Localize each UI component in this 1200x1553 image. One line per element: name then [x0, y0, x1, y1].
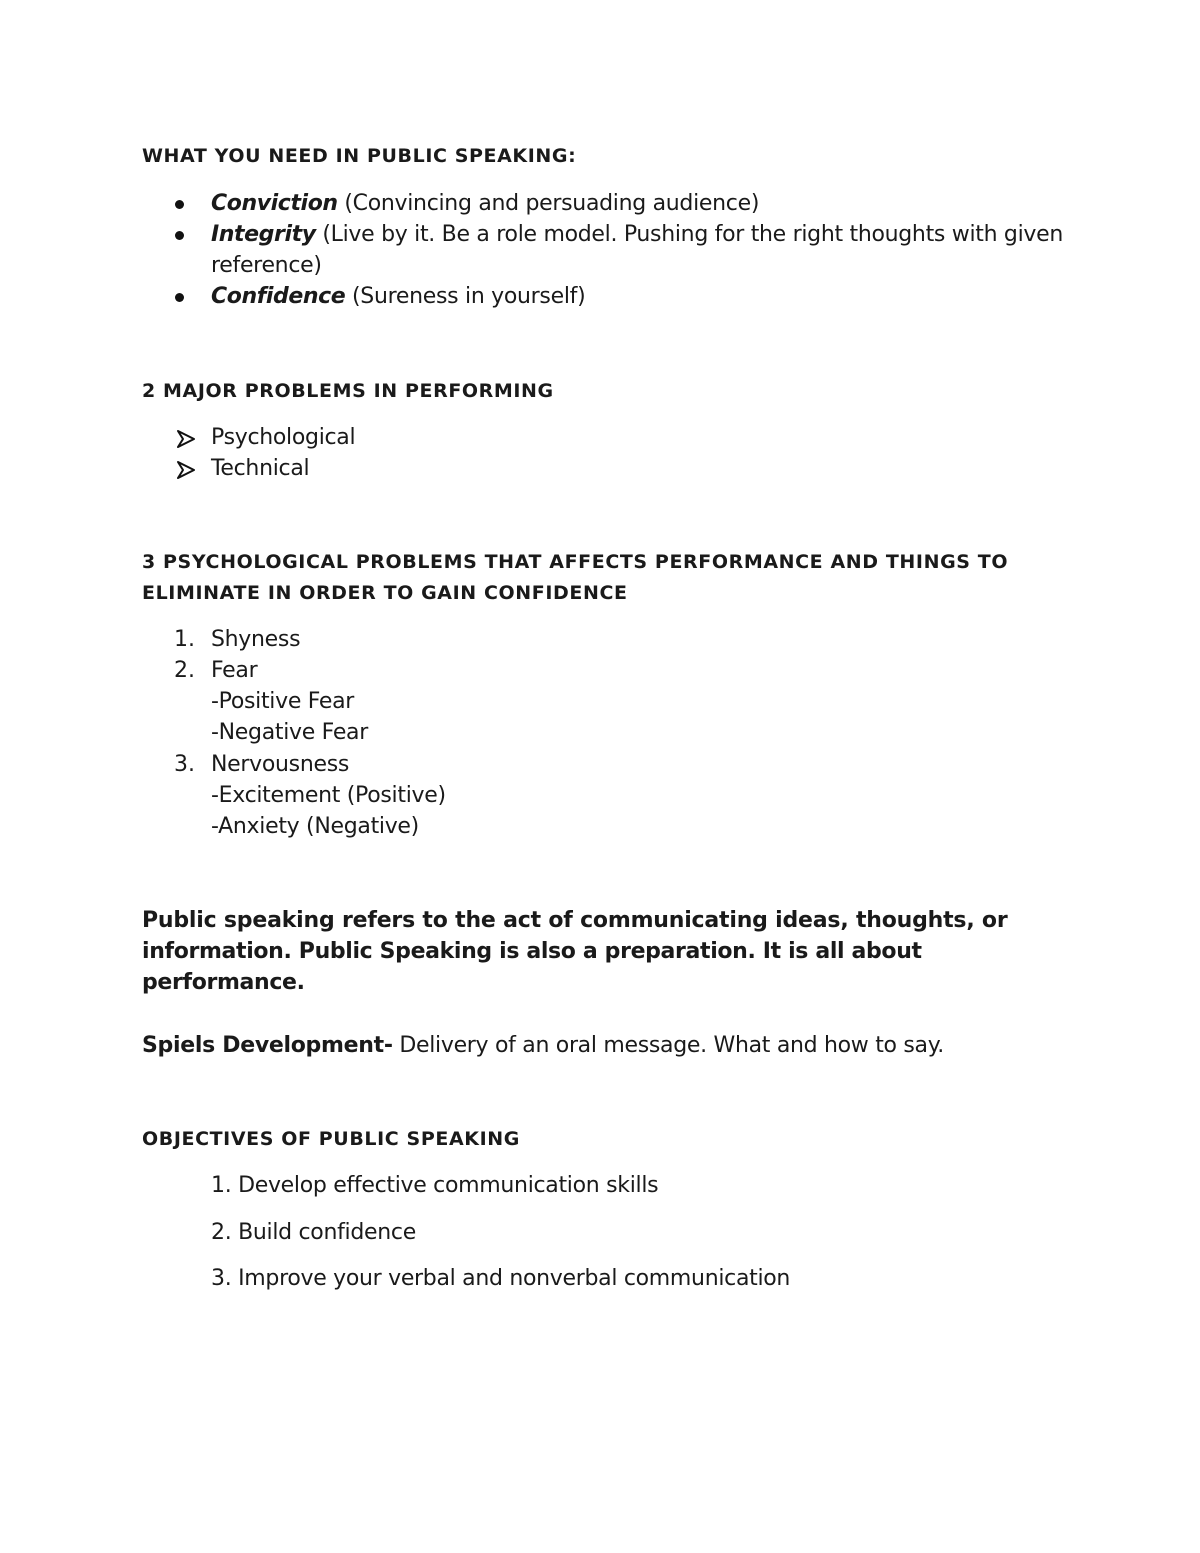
sub-item-positive-fear: -Positive Fear	[211, 689, 355, 714]
term-integrity: Integrity	[211, 222, 316, 247]
bullet-dot-icon	[175, 200, 184, 209]
list-item-confidence	[211, 281, 585, 312]
arrow-bullet-icon	[176, 429, 196, 449]
list-item-conviction	[211, 188, 759, 219]
list-item-shyness: Shyness	[211, 627, 301, 652]
list-number: 1.	[174, 627, 195, 652]
bullet-dot-icon	[175, 231, 184, 240]
desc-conviction: (Convincing and persuading audience)	[337, 191, 760, 216]
heading-psychological-problems-line2: ELIMINATE IN ORDER TO GAIN CONFIDENCE	[142, 582, 628, 604]
heading-major-problems: 2 MAJOR PROBLEMS IN PERFORMING	[142, 380, 554, 402]
objective-item: 2. Build confidence	[211, 1220, 416, 1245]
desc-confidence: (Sureness in yourself)	[345, 284, 586, 309]
spiels-term: Spiels Development-	[142, 1033, 393, 1058]
term-conviction: Conviction	[211, 191, 338, 216]
list-item-integrity-cont: reference)	[211, 253, 322, 278]
heading-what-you-need: WHAT YOU NEED IN PUBLIC SPEAKING:	[142, 145, 577, 167]
objective-item: 3. Improve your verbal and nonverbal communication	[211, 1266, 791, 1291]
sub-item-negative-fear: -Negative Fear	[211, 720, 368, 745]
sub-item-excitement: -Excitement (Positive)	[211, 783, 446, 808]
definition-line2: information. Public Speaking is also a preparation. It is all about performance.	[142, 939, 922, 995]
bullet-dot-icon	[175, 293, 184, 302]
arrow-bullet-icon	[176, 460, 196, 480]
term-confidence: Confidence	[211, 284, 346, 309]
list-item-nervousness: Nervousness	[211, 752, 350, 777]
heading-psychological-problems-line1: 3 PSYCHOLOGICAL PROBLEMS THAT AFFECTS PERFORMANCE AND THINGS TO	[142, 551, 1009, 573]
sub-item-anxiety: -Anxiety (Negative)	[211, 814, 419, 839]
list-number: 2.	[174, 658, 195, 683]
list-item-fear: Fear	[211, 658, 258, 683]
list-item-psychological: Psychological	[211, 425, 356, 450]
list-item-integrity	[211, 219, 1063, 250]
list-item-technical: Technical	[211, 456, 310, 481]
objective-item: 1. Develop effective communication skills	[211, 1173, 659, 1198]
heading-objectives: OBJECTIVES OF PUBLIC SPEAKING	[142, 1128, 520, 1150]
list-number: 3.	[174, 752, 195, 777]
desc-integrity: (Live by it. Be a role model. Pushing for the right thoughts with given	[315, 222, 1064, 247]
spiels-desc: Delivery of an oral message. What and how to say.	[392, 1033, 944, 1058]
definition-line1: Public speaking refers to the act of communicating ideas, thoughts, or	[142, 908, 1008, 933]
spiels-development	[142, 1030, 1060, 1061]
